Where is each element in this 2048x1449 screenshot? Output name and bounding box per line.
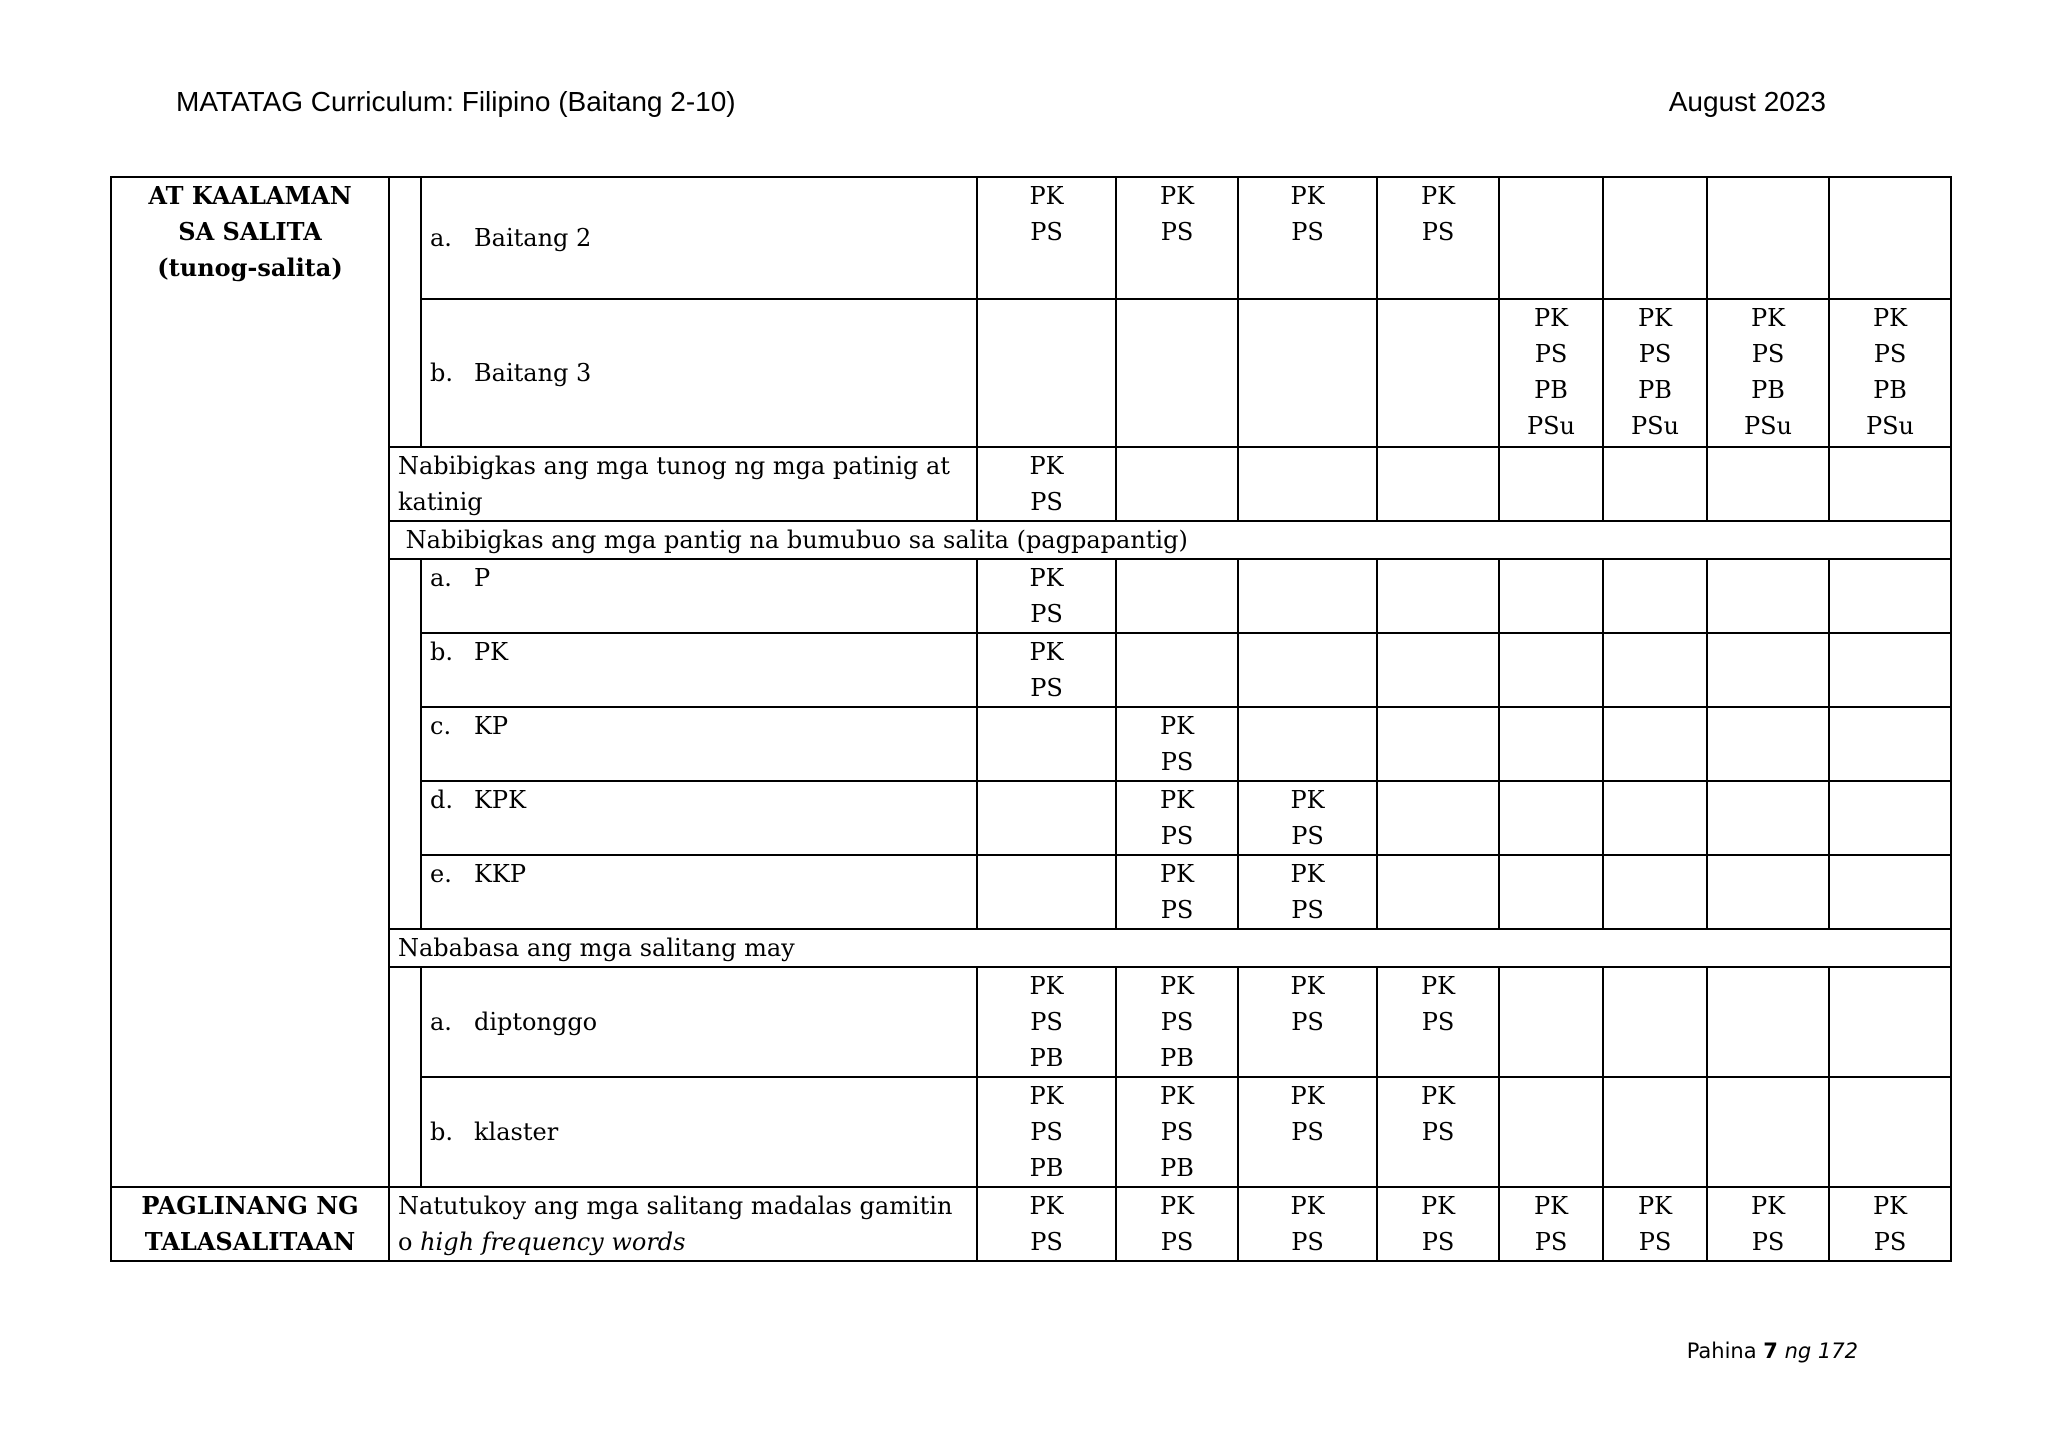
grade-cell [1829, 633, 1951, 707]
category-label [120, 1188, 380, 1260]
grade-code: PB [1534, 376, 1568, 404]
grade-cell [1238, 447, 1377, 521]
grade-cell [1116, 447, 1238, 521]
category-line: (tunog-salita) [157, 253, 343, 282]
grade-cell [1499, 633, 1603, 707]
grade-code: PB [1029, 1154, 1064, 1182]
grade-cell [1829, 1187, 1951, 1261]
grade-cell [1238, 559, 1377, 633]
grade-cell [1707, 855, 1829, 929]
grade-code: PS [1160, 822, 1194, 850]
grade-code: PS [1030, 1008, 1063, 1036]
grade-cell [1377, 1187, 1499, 1261]
grade-code: PK [1029, 1082, 1064, 1110]
item-cell [421, 1077, 977, 1187]
grade-cell [1707, 633, 1829, 707]
item-text: Baitang 3 [474, 359, 592, 387]
item-label: e. [430, 860, 452, 888]
grade-cell [1116, 1077, 1238, 1187]
item-label: c. [430, 712, 452, 740]
grade-cell [977, 299, 1116, 447]
grade-code: PS [1638, 340, 1672, 368]
grade-cell [1707, 299, 1829, 447]
grade-code: PS [1160, 1118, 1194, 1146]
grade-cell [1829, 559, 1951, 633]
grade-code: PB [1751, 376, 1785, 404]
grade-code: PSu [1865, 412, 1915, 440]
grade-code: PS [1030, 218, 1063, 246]
grade-code: PK [1420, 182, 1456, 210]
item-text: Baitang 2 [474, 224, 592, 252]
grade-code: PK [1159, 972, 1195, 1000]
grade-cell [1377, 967, 1499, 1077]
grade-cell [977, 707, 1116, 781]
grade-cell [1603, 855, 1707, 929]
grade-code: PK [1750, 304, 1786, 332]
grade-code: PK [1029, 1192, 1064, 1220]
grade-code: PK [1159, 786, 1195, 814]
grade-code: PK [1029, 972, 1064, 1000]
grade-cell [1238, 967, 1377, 1077]
grade-code: PSu [1630, 412, 1680, 440]
grade-code: PK [1290, 786, 1325, 814]
grade-cell [1377, 633, 1499, 707]
grade-cell [1499, 1187, 1603, 1261]
grade-code: PK [1872, 304, 1908, 332]
competency-cell: Nababasa ang mga salitang may [389, 929, 1951, 967]
grade-cell [1829, 1077, 1951, 1187]
grade-code: PS [1534, 340, 1568, 368]
grade-cell [977, 633, 1116, 707]
grade-code: PS [1873, 340, 1907, 368]
grade-code: PS [1421, 218, 1455, 246]
grade-code: PB [1029, 1044, 1064, 1072]
grade-cell [977, 967, 1116, 1077]
grade-code: PK [1290, 972, 1325, 1000]
grade-code: PS [1030, 1228, 1063, 1256]
grade-code: PS [1421, 1228, 1455, 1256]
item-cell [421, 299, 977, 447]
grade-cell [1707, 559, 1829, 633]
grade-cell [1499, 707, 1603, 781]
grade-cell [1603, 299, 1707, 447]
grade-code: PK [1420, 1192, 1456, 1220]
category-cell [111, 177, 389, 1187]
header-title: MATATAG Curriculum: Filipino (Baitang 2-10) [176, 86, 736, 117]
grade-cell [1603, 177, 1707, 299]
grade-cell [1116, 855, 1238, 929]
grade-cell [1116, 299, 1238, 447]
grade-cell [1238, 299, 1377, 447]
item-label: b. [430, 1118, 453, 1146]
grade-code: PS [1030, 600, 1063, 628]
page-total: ng 172 [1777, 1339, 1858, 1363]
item-text: PK [474, 638, 509, 666]
grade-cell [1603, 781, 1707, 855]
grade-code: PS [1751, 1228, 1785, 1256]
item-label: a. [430, 564, 452, 592]
grade-cell [1603, 1187, 1707, 1261]
page-footer [1687, 1339, 1858, 1363]
grade-code: PK [1159, 1192, 1195, 1220]
grade-code: PS [1160, 896, 1194, 924]
grade-cell [1499, 177, 1603, 299]
grade-code: PSu [1526, 412, 1576, 440]
grade-code: PK [1290, 860, 1325, 888]
category-label [120, 178, 380, 286]
grade-cell [1603, 447, 1707, 521]
grade-cell [1829, 855, 1951, 929]
grade-code: PS [1160, 748, 1194, 776]
grade-code: PS [1534, 1228, 1568, 1256]
grade-cell [1377, 447, 1499, 521]
grade-cell [1707, 1077, 1829, 1187]
grade-code: PK [1750, 1192, 1786, 1220]
grade-cell [1377, 707, 1499, 781]
grade-cell [977, 855, 1116, 929]
grade-cell [1377, 855, 1499, 929]
grade-cell [1499, 1077, 1603, 1187]
grade-code: PK [1290, 1192, 1325, 1220]
category-line: PAGLINANG NG [141, 1191, 359, 1220]
grade-code: PS [1421, 1008, 1455, 1036]
item-label: b. [430, 638, 453, 666]
grade-code: PS [1751, 340, 1785, 368]
competency-cell: Nabibigkas ang mga tunog ng mga patinig at katinig [389, 447, 977, 521]
category-cell [111, 1187, 389, 1261]
grade-cell [1707, 177, 1829, 299]
grade-cell [1499, 781, 1603, 855]
grade-cell [1707, 1187, 1829, 1261]
item-text: KKP [474, 860, 527, 888]
grade-cell [977, 177, 1116, 299]
grade-cell [1829, 447, 1951, 521]
curriculum-table [110, 176, 1952, 1262]
item-text: klaster [474, 1118, 559, 1146]
grade-cell [1238, 855, 1377, 929]
grade-cell [977, 1077, 1116, 1187]
item-label: b. [430, 359, 453, 387]
grade-code: PS [1291, 822, 1324, 850]
item-cell [421, 707, 977, 781]
grade-cell [1238, 781, 1377, 855]
item-cell [421, 633, 977, 707]
competency-cell: Nabibigkas ang mga pantig na bumubuo sa salita (pagpapantig) [389, 521, 1951, 559]
grade-cell [977, 447, 1116, 521]
competency-cell [389, 1187, 977, 1261]
grade-code: PK [1029, 182, 1064, 210]
grade-cell [1707, 967, 1829, 1077]
grade-cell [1499, 447, 1603, 521]
grade-cell [1238, 707, 1377, 781]
footer-prefix: Pahina [1686, 1339, 1764, 1363]
grade-code: PK [1872, 1192, 1908, 1220]
grade-code: PK [1290, 1082, 1325, 1110]
grade-code: PK [1533, 1192, 1569, 1220]
grade-cell [1829, 781, 1951, 855]
grade-cell [1499, 299, 1603, 447]
grade-cell [1116, 633, 1238, 707]
grade-code: PK [1159, 1082, 1195, 1110]
grade-cell [1499, 559, 1603, 633]
item-label: a. [430, 224, 452, 252]
grade-cell [1377, 781, 1499, 855]
grade-code: PK [1029, 564, 1064, 592]
competency-text-italic: high frequency words [420, 1228, 686, 1256]
grade-code: PS [1291, 896, 1324, 924]
table-row [111, 177, 1951, 299]
grade-code: PSu [1743, 412, 1793, 440]
item-cell [421, 177, 977, 299]
grade-cell [977, 781, 1116, 855]
grade-cell [1603, 1077, 1707, 1187]
grade-code: PK [1159, 712, 1195, 740]
category-line: AT KAALAMAN [148, 181, 352, 210]
item-text: KPK [474, 786, 527, 814]
grade-cell [977, 559, 1116, 633]
grade-code: PB [1873, 376, 1907, 404]
grade-code: PS [1160, 218, 1194, 246]
grade-code: PS [1160, 1008, 1194, 1036]
indent-cell [389, 559, 421, 929]
grade-code: PS [1421, 1118, 1455, 1146]
grade-cell [1377, 559, 1499, 633]
grade-code: PK [1637, 1192, 1673, 1220]
grade-cell [1116, 707, 1238, 781]
grade-cell [1707, 707, 1829, 781]
grade-cell [1116, 967, 1238, 1077]
item-text: P [474, 564, 491, 592]
grade-code: PS [1291, 1008, 1324, 1036]
header-date: August 2023 [1668, 86, 1826, 117]
grade-code: PK [1029, 638, 1064, 666]
table-row [111, 1187, 1951, 1261]
grade-code: PB [1638, 376, 1672, 404]
grade-code: PK [1533, 304, 1569, 332]
indent-cell [389, 967, 421, 1187]
item-text: KP [474, 712, 509, 740]
grade-cell [1377, 1077, 1499, 1187]
grade-code: PK [1420, 1082, 1456, 1110]
grade-code: PB [1160, 1154, 1194, 1182]
grade-code: PS [1291, 1118, 1324, 1146]
grade-cell [977, 1187, 1116, 1261]
grade-cell [1707, 447, 1829, 521]
grade-code: PK [1029, 452, 1064, 480]
competency-text: Natutukoy ang mga salitang madalas gamitin o [398, 1192, 953, 1256]
grade-code: PS [1030, 1118, 1063, 1146]
grade-cell [1116, 177, 1238, 299]
page-number: 7 [1763, 1339, 1778, 1363]
item-cell [421, 855, 977, 929]
item-label: a. [430, 1008, 452, 1036]
grade-cell [1829, 707, 1951, 781]
grade-cell [1829, 299, 1951, 447]
category-line: TALASALITAAN [144, 1227, 356, 1256]
grade-cell [1603, 559, 1707, 633]
grade-cell [1829, 177, 1951, 299]
grade-code: PS [1291, 218, 1324, 246]
grade-code: PS [1638, 1228, 1672, 1256]
grade-cell [1377, 177, 1499, 299]
grade-code: PS [1030, 488, 1063, 516]
item-cell [421, 967, 977, 1077]
grade-cell [1603, 633, 1707, 707]
grade-code: PS [1873, 1228, 1907, 1256]
grade-code: PS [1160, 1228, 1194, 1256]
grade-cell [1499, 855, 1603, 929]
grade-code: PK [1159, 182, 1195, 210]
item-label: d. [430, 786, 453, 814]
grade-cell [1603, 707, 1707, 781]
grade-code: PS [1030, 674, 1063, 702]
grade-code: PB [1160, 1044, 1194, 1072]
grade-cell [1238, 1187, 1377, 1261]
grade-cell [1829, 967, 1951, 1077]
grade-code: PK [1420, 972, 1456, 1000]
grade-code: PS [1291, 1228, 1324, 1256]
item-cell [421, 781, 977, 855]
grade-cell [1238, 1077, 1377, 1187]
grade-cell [1377, 299, 1499, 447]
grade-cell [1707, 781, 1829, 855]
indent-cell [389, 177, 421, 447]
item-text: diptonggo [474, 1008, 598, 1036]
grade-cell [1116, 1187, 1238, 1261]
item-cell [421, 559, 977, 633]
grade-code: PK [1159, 860, 1195, 888]
grade-cell [1116, 559, 1238, 633]
grade-cell [1603, 967, 1707, 1077]
grade-cell [1499, 967, 1603, 1077]
grade-code: PK [1290, 182, 1325, 210]
grade-code: PK [1637, 304, 1673, 332]
grade-cell [1116, 781, 1238, 855]
grade-cell [1238, 177, 1377, 299]
category-line: SA SALITA [178, 217, 322, 246]
grade-cell [1238, 633, 1377, 707]
